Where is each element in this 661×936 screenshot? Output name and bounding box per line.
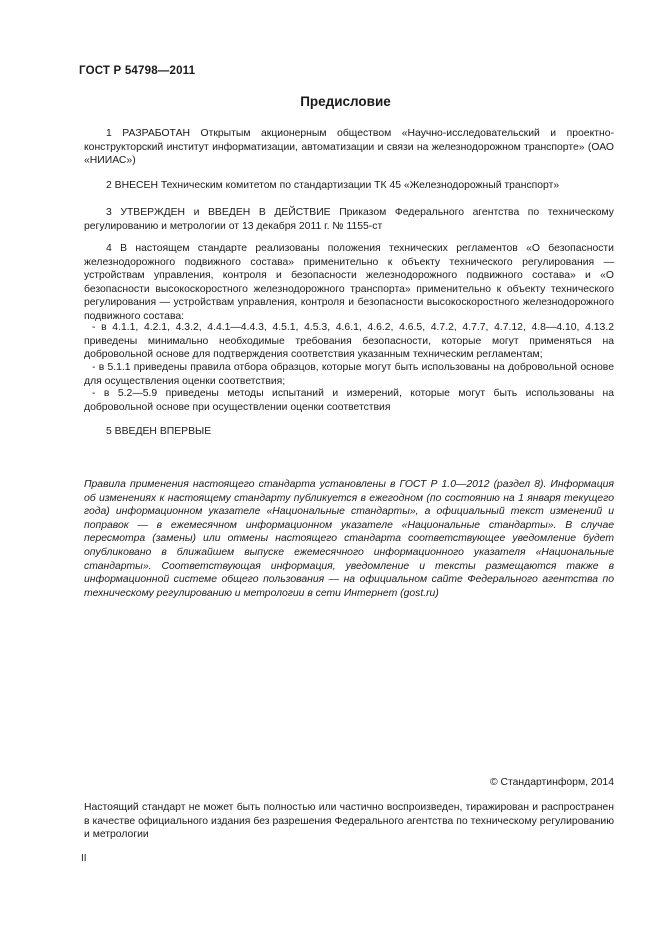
page-number: II [81,853,87,864]
item-1: 1 РАЗРАБОТАН Открытым акционерным обществом «Научно-исследовательский и проектно-конструкторский институт информатизации, автоматизации и связи на железнодорожном транспорте» (ОАО «НИИАС») [84,128,614,167]
copyright: © Стандартинформ, 2014 [489,777,614,788]
item-3: 3 УТВЕРЖДЕН и ВВЕДЕН В ДЕЙСТВИЕ Приказом Федерального агентства по техническому регулированию и метрологии от 13 декабря 2011 г. № 1155-ст [84,207,614,232]
standard-id: ГОСТ Р 54798—2011 [79,65,196,77]
item-5: 5 ВВЕДЕН ВПЕРВЫЕ [106,426,212,437]
notice-text: Правила применения настоящего стандарта установлены в ГОСТ Р 1.0—2012 (раздел 8). Информация об изменениях к настоящему стандарту публикуется в ежегодном (по состоянию на 1 января текущего года) информационном указателе «Национальные стандарты», а официальный текст изменений и поправок — в ежемесячном информационном указателе «Национальные стандарты». В случае пересмотра (замены) или отмены настоящего стандарта соответствующее уведомление будет опубликовано в ближайшем выпуске ежемесячного информационного указателя «Национальные стандарты». Соответствующая информация, уведомление и тексты размещаются также в информационной системе общего пользования — на официальном сайте Федерального агентства по техническому регулированию и метрологии в сети Интернет (gost.ru) [84,479,614,599]
footer-text: Настоящий стандарт не может быть полностью или частично воспроизведен, тиражирован и распространен в качестве официального издания без разрешения Федерального агентства по техническому регулированию и метрологии [84,802,614,841]
item-4-bullet-2: - в 5.1.1 приведены правила отбора образцов, которые могут быть использованы на добровольной основе для осуществления оценки соответствия; [84,362,614,387]
item-4-bullet-3: - в 5.2—5.9 приведены методы испытаний и измерений, которые могут быть использованы на добровольной основе при осуществлении оценки соответствия [84,388,614,413]
item-4-bullet-1: - в 4.1.1, 4.2.1, 4.3.2, 4.4.1—4.4.3, 4.5.1, 4.5.3, 4.6.1, 4.6.2, 4.6.5, 4.7.2, 4.7.7, 4.7.12, 4.8—4.10, 4.13.2 приведены минимально необходимые требования безопасности, которые могут применяться на добровольной основе для подтверждения соответствия указанным техническим регламентам; [84,322,614,361]
page-title: Предисловие [300,94,391,109]
item-2: 2 ВНЕСЕН Техническим комитетом по стандартизации ТК 45 «Железнодорожный транспорт» [106,180,560,191]
item-4: 4 В настоящем стандарте реализованы положения технических регламентов «О безопасности железнодорожного подвижного состава» применительно к объекту технического регулирования — устройствам управления, контроля и безопасности железнодорожного подвижного состава» и «О безопасности высокоскоростного железнодорожного транспорта» применительно к объекту технического регулирования — устройствам управления, контроля и безопасности высокоскоростного железнодорожного подвижного состава: [84,243,614,322]
